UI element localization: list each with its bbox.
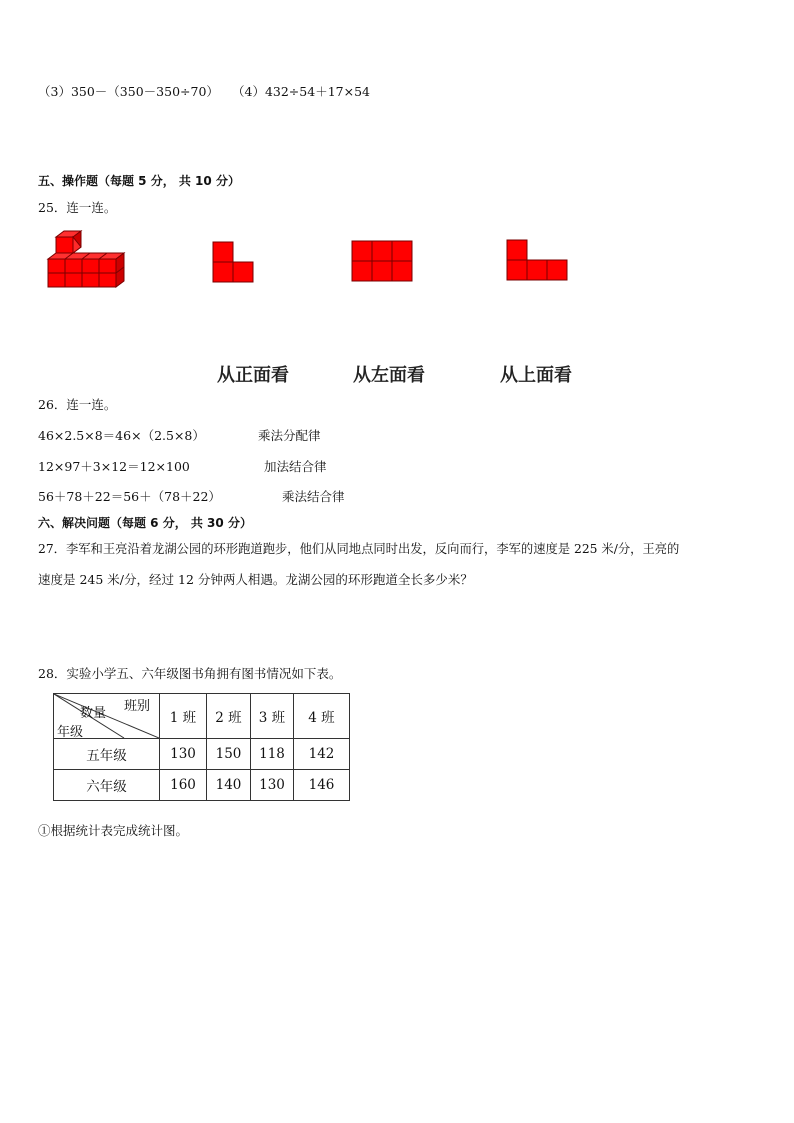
col-header-3: 3 班 — [251, 694, 294, 739]
view-label-top: 从上面看 — [500, 365, 572, 386]
section6-heading: 六、解决问题（每题 6 分， 共 30 分） — [38, 516, 252, 530]
cell: 160 — [160, 770, 207, 801]
expression-q4: （4）432÷54＋17×54 — [232, 84, 370, 99]
view-figure-1 — [212, 241, 256, 285]
cell: 130 — [251, 770, 294, 801]
view-label-left: 从左面看 — [353, 365, 425, 386]
q26-expr-3: 56＋78＋22＝56＋（78＋22） — [38, 489, 221, 504]
q25-label: 25．连一连。 — [38, 200, 117, 215]
cell: 118 — [251, 739, 294, 770]
cell: 130 — [160, 739, 207, 770]
cube-solid-figure — [44, 229, 134, 291]
header-count: 数量 — [80, 706, 107, 721]
q27-line1: 27．李军和王亮沿着龙湖公园的环形跑道跑步，他们从同地点同时出发，反向而行，李军的速度是 225 米/分，王亮的 — [38, 542, 680, 556]
table-header-row — [54, 694, 350, 739]
q26-law-2: 加法结合律 — [264, 459, 327, 474]
section5-heading: 五、操作题（每题 5 分， 共 10 分） — [38, 174, 240, 188]
table-row — [54, 739, 350, 770]
cell: 142 — [294, 739, 350, 770]
col-header-2: 2 班 — [207, 694, 251, 739]
header-grade: 年级 — [57, 725, 84, 740]
q26-law-1: 乘法分配律 — [258, 428, 321, 443]
view-label-front: 从正面看 — [217, 365, 289, 386]
cell: 150 — [207, 739, 251, 770]
book-stats-table — [53, 693, 350, 801]
header-class: 班别 — [124, 699, 151, 714]
q26-expr-2: 12×97＋3×12＝12×100 — [38, 459, 190, 474]
table-diagonal-header — [54, 694, 160, 739]
view-figure-2 — [351, 240, 415, 284]
view-figure-3 — [506, 239, 570, 283]
cell: 140 — [207, 770, 251, 801]
q26-label: 26．连一连。 — [38, 397, 117, 412]
q28-label: 28．实验小学五、六年级图书角拥有图书情况如下表。 — [38, 666, 342, 681]
row-grade: 六年级 — [54, 770, 160, 801]
q27-line2: 速度是 245 米/分，经过 12 分钟两人相遇。龙湖公园的环形跑道全长多少米？ — [38, 572, 473, 587]
table-row — [54, 770, 350, 801]
expression-q3: （3）350－（350－350÷70） — [38, 84, 219, 99]
cell: 146 — [294, 770, 350, 801]
q26-law-3: 乘法结合律 — [282, 489, 345, 504]
q26-expr-1: 46×2.5×8＝46×（2.5×8） — [38, 428, 205, 443]
q28-sub1: ①根据统计表完成统计图。 — [38, 823, 189, 838]
row-grade: 五年级 — [54, 739, 160, 770]
col-header-4: 4 班 — [294, 694, 350, 739]
col-header-1: 1 班 — [160, 694, 207, 739]
